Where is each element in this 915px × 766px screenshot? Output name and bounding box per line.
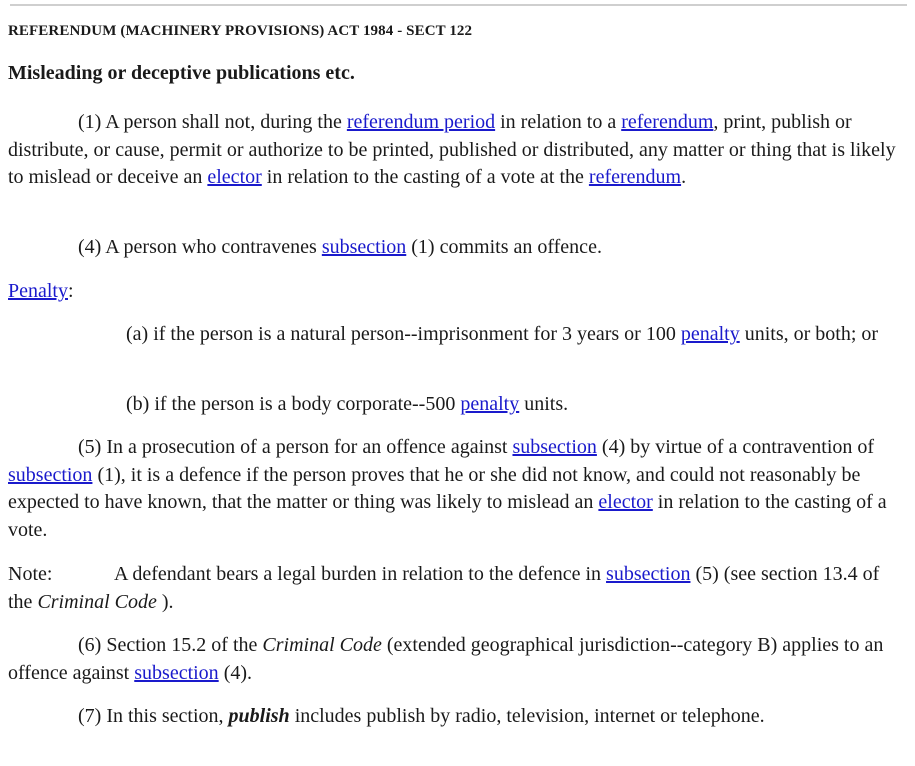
section-title: Misleading or deceptive publications etc.: [8, 62, 355, 84]
subsection-1: [8, 109, 908, 192]
link-subsection[interactable]: subsection: [321, 236, 407, 258]
sub1-text-1: (1) A person shall not, during the: [78, 111, 347, 133]
penalty-b-text-2: units.: [519, 393, 569, 415]
sub6-text-2: (extended geographical jurisdiction--category B) applies to an offence against: [8, 634, 884, 684]
link-penalty[interactable]: Penalty: [8, 280, 68, 302]
note-criminal-code: Criminal Code: [37, 590, 157, 613]
link-elector-2[interactable]: elector: [598, 491, 653, 513]
sub5-text-4: in relation to the casting of a vote.: [8, 491, 887, 541]
link-subsection-5[interactable]: subsection: [606, 563, 691, 585]
sub4-text-1: (4) A person who contravenes: [78, 236, 322, 258]
sub5-text-1: (5) In a prosecution of a person for an offence against: [78, 436, 513, 458]
penalty-a-text-1: (a) if the person is a natural person--imprisonment for 3 years or 100: [126, 323, 681, 345]
sub1-text-2: in relation to a: [495, 111, 622, 133]
penalty-b-text-1: (b) if the person is a body corporate--500: [126, 393, 461, 415]
subsection-6: [8, 632, 908, 687]
subsection-4: [8, 234, 908, 262]
sub6-text-1: (6) Section 15.2 of the: [78, 634, 263, 656]
sub1-text-3: , print, publish or distribute, or cause, permit or authorize to be printed, published or distributed, any matter or thing that is likely to mislead or deceive an: [8, 111, 896, 188]
note-text-1: A defendant bears a legal burden in relation to the defence in: [114, 563, 607, 585]
subsection-5: [8, 434, 908, 544]
note-text-2: (5) (see section 13.4 of the: [8, 563, 880, 613]
link-penalty-units-b[interactable]: penalty: [460, 393, 520, 415]
penalty-item-a: [8, 321, 908, 349]
subsection-7: [8, 703, 908, 731]
link-referendum-2[interactable]: referendum: [588, 166, 682, 188]
penalty-a-text-2: units, or both; or: [739, 323, 879, 345]
act-section-heading: REFERENDUM (MACHINERY PROVISIONS) ACT 1984 - SECT 122: [8, 23, 473, 39]
note-text-3: ).: [156, 590, 174, 613]
note-label: Note:: [8, 563, 53, 585]
sub6-text-3: (4).: [218, 661, 253, 684]
defined-term-publish: publish: [228, 705, 290, 727]
link-elector[interactable]: elector: [207, 166, 262, 188]
link-subsection-6[interactable]: subsection: [134, 661, 219, 684]
penalty-colon: :: [68, 280, 74, 302]
penalty-item-b: [8, 391, 908, 419]
link-subsection-1[interactable]: subsection: [8, 463, 93, 486]
link-referendum-period[interactable]: referendum period: [346, 111, 496, 133]
link-penalty-units-a[interactable]: penalty: [680, 323, 740, 345]
sub5-text-2: (4) by virtue of a contravention of: [596, 436, 875, 458]
link-referendum[interactable]: referendum: [621, 111, 714, 133]
link-subsection-4[interactable]: subsection: [512, 436, 597, 458]
note: [8, 561, 908, 616]
sub7-text-2: includes publish by radio, television, internet or telephone.: [289, 705, 765, 727]
top-divider: [10, 4, 907, 6]
sub4-text-2: (1) commits an offence.: [406, 236, 602, 258]
sub6-criminal-code: Criminal Code: [262, 634, 382, 656]
penalty-heading: [8, 278, 908, 306]
sub7-text-1: (7) In this section,: [78, 705, 229, 727]
sub5-text-3: (1), it is a defence if the person proves that he or she did not know, and could not reasonably be expected to have known, that the matter or thing was likely to mislead an: [8, 463, 861, 513]
sub1-text-5: .: [681, 166, 687, 188]
sub1-text-4: in relation to the casting of a vote at the: [261, 166, 589, 188]
